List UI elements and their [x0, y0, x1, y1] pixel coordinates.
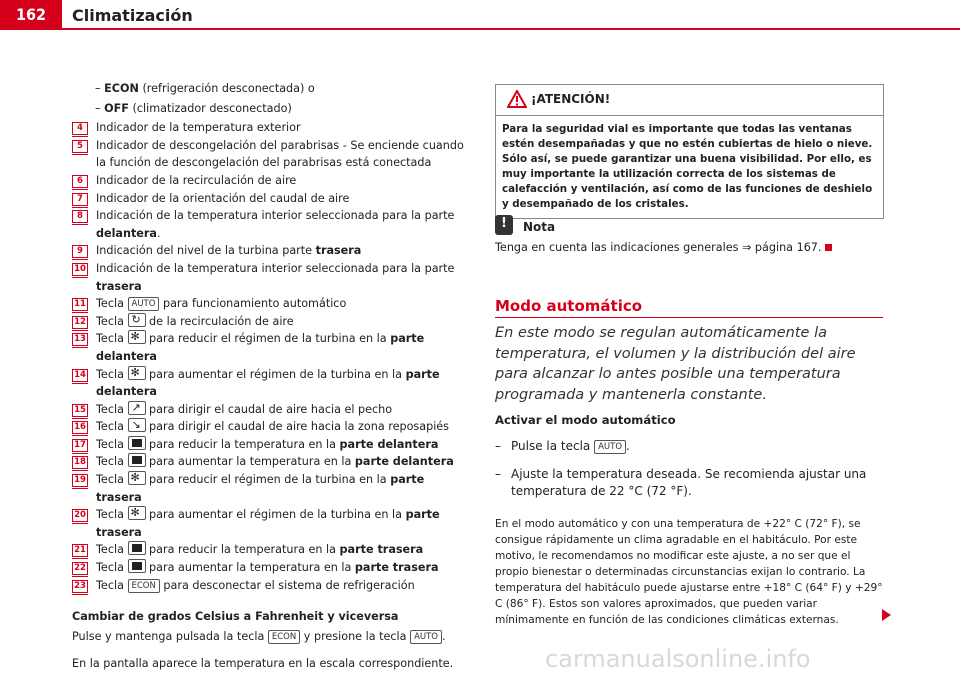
warning-icon — [507, 90, 527, 108]
text: para funcionamiento automático — [159, 297, 347, 311]
activate-block — [495, 413, 885, 500]
page-number: 162 — [0, 0, 62, 30]
legend-item — [72, 559, 467, 577]
item-number-badge: 13 — [72, 333, 88, 346]
step-2 — [495, 466, 885, 500]
text: Tecla — [96, 367, 128, 381]
item-number-badge: 6 — [72, 175, 88, 188]
mode-name: ECON — [104, 82, 139, 95]
left-column — [72, 80, 467, 673]
auto-key: AUTO — [594, 440, 626, 454]
text: Tecla — [96, 508, 128, 522]
item-number-badge: 11 — [72, 298, 88, 311]
legend-item — [72, 330, 467, 365]
emphasis: parte delantera — [96, 332, 425, 363]
legend-item — [72, 119, 467, 137]
dash: – — [495, 439, 501, 453]
emphasis: trasera — [315, 244, 362, 258]
emphasis: parte delantera — [96, 367, 440, 399]
text: Tecla — [96, 437, 128, 451]
emphasis: delantera — [96, 226, 157, 240]
mode-desc: (refrigeración desconectada) o — [138, 82, 315, 95]
text: Tecla — [96, 543, 128, 557]
legend-item — [72, 577, 467, 595]
section-rule — [495, 317, 883, 318]
text: Indicador de la recirculación de aire — [96, 173, 297, 187]
emphasis: parte delantera — [339, 437, 439, 451]
text: Tecla — [96, 420, 128, 434]
step-1 — [495, 438, 885, 455]
key-label: ECON — [128, 579, 160, 593]
legend-item — [72, 436, 467, 454]
text: . — [626, 439, 630, 453]
mode-desc: (climatizador desconectado) — [128, 101, 292, 115]
text: para aumentar el régimen de la turbina en la — [145, 508, 406, 522]
celsius-instruction — [72, 628, 467, 646]
text: Indicador de descongelación del parabrisas - Se enciende cuando la función de descongelación del parabrisas está conectada — [96, 138, 464, 170]
text: de la recirculación de aire — [145, 314, 294, 328]
dash: – — [95, 82, 105, 95]
text: Tecla — [96, 332, 128, 346]
celsius-result: En la pantalla aparece la temperatura en la escala correspondiente. — [72, 657, 454, 671]
dash: – — [95, 101, 105, 115]
text: para reducir el régimen de la turbina en la — [145, 473, 391, 487]
legend-item — [72, 260, 467, 295]
note-title: Nota — [523, 220, 556, 234]
warning-text: Para la seguridad vial es importante que todas las ventanas estén desempañadas y que no estén cubiertas de hielo o nieve. Sólo así, se puede garantizar una buena visibilidad. Por ello, es muy importante la utilización correcta de los sistemas de calefacción y ventilación, así como de las funciones de deshielo y desempañado de los cristales. — [502, 123, 873, 210]
legend-item — [72, 506, 467, 541]
text: para reducir la temperatura en la — [145, 437, 340, 451]
item-number-badge: 8 — [72, 210, 88, 223]
item-number-badge: 19 — [72, 474, 88, 487]
legend-item — [72, 190, 467, 208]
item-number-badge: 10 — [72, 263, 88, 276]
legend-item — [72, 207, 467, 242]
recirc-key-icon — [128, 313, 146, 327]
text: Indicación de la temperatura interior seleccionada para la parte — [96, 261, 455, 275]
legend-item — [72, 172, 467, 190]
fill-key-icon — [128, 541, 146, 555]
legend-item — [72, 471, 467, 506]
text: para dirigir el caudal de aire hacia el pecho — [145, 402, 393, 416]
header-rule — [62, 28, 960, 30]
page-header — [0, 0, 960, 30]
item-number-badge: 17 — [72, 439, 88, 452]
emphasis: parte trasera — [96, 508, 440, 539]
key-label: AUTO — [128, 297, 160, 311]
text: y presione la tecla — [300, 629, 411, 643]
celsius-heading: Cambiar de grados Celsius a Fahrenheit y viceversa — [72, 610, 399, 624]
fill-key-icon — [128, 453, 146, 467]
text: para aumentar la temperatura en la — [145, 455, 355, 469]
item-number-badge: 4 — [72, 122, 88, 135]
item-number-badge: 5 — [72, 140, 88, 153]
text: Indicador de la temperatura exterior — [96, 121, 301, 135]
item-number-badge: 21 — [72, 544, 88, 557]
emphasis: parte trasera — [96, 473, 425, 504]
text: . — [156, 226, 161, 240]
item-number-badge: 12 — [72, 316, 88, 329]
mode-item — [72, 80, 467, 98]
warning-box — [495, 84, 884, 219]
mode-list — [72, 80, 467, 117]
item-number-badge: 14 — [72, 369, 88, 382]
fan-key-icon — [128, 366, 146, 380]
mode-item — [72, 100, 467, 118]
auto-key: AUTO — [410, 630, 442, 644]
watermark: carmanualsonline.info — [545, 645, 811, 673]
end-square-icon — [825, 244, 832, 251]
text: Indicador de la orientación del caudal de aire — [96, 191, 350, 205]
emphasis: parte trasera — [354, 561, 439, 575]
item-number-badge: 22 — [72, 562, 88, 575]
dash: – — [495, 467, 501, 481]
item-number-badge: 9 — [72, 245, 88, 258]
legend-list — [72, 119, 467, 594]
text: Tecla — [96, 297, 128, 311]
fan-key-icon — [128, 506, 146, 520]
econ-key: ECON — [268, 630, 300, 644]
activate-heading: Activar el modo automático — [495, 413, 676, 427]
text: Tecla — [96, 455, 128, 469]
text: Tecla — [96, 314, 128, 328]
continue-arrow-icon — [882, 609, 891, 621]
item-number-badge: 18 — [72, 456, 88, 469]
pies-key-icon — [128, 418, 146, 432]
section-title: Modo automático — [495, 297, 643, 315]
section-intro: En este modo se regulan automáticamente la temperatura, el volumen y la distribución del aire para alcanzar lo antes posible una temperatura programada y mantenerla constante. — [495, 325, 856, 403]
note-text — [495, 241, 885, 254]
page-title: Climatización — [72, 6, 193, 25]
text: para aumentar el régimen de la turbina en la — [145, 367, 406, 381]
emphasis: parte delantera — [354, 455, 454, 469]
warning-header — [496, 85, 883, 116]
text: Tecla — [96, 402, 128, 416]
text: para reducir el régimen de la turbina en la — [145, 332, 391, 346]
item-number-badge: 16 — [72, 421, 88, 434]
legend-item — [72, 366, 467, 401]
fan-key-icon — [128, 471, 146, 485]
fill-key-icon — [128, 436, 146, 450]
text: para desconectar el sistema de refrigeración — [159, 578, 415, 592]
emphasis: parte trasera — [339, 543, 424, 557]
item-number-badge: 7 — [72, 193, 88, 206]
item-number-badge: 15 — [72, 404, 88, 417]
text: Pulse la tecla — [511, 439, 595, 453]
item-number-badge: 23 — [72, 580, 88, 593]
text: Ajuste la temperatura deseada. Se recomienda ajustar una temperatura de 22 °C (72 °F). — [511, 467, 867, 498]
fan-key-icon — [128, 330, 146, 344]
note-icon — [495, 215, 513, 235]
text: Indicación de la temperatura interior seleccionada para la parte — [96, 209, 455, 223]
text: para reducir la temperatura en la — [145, 543, 340, 557]
legend-item — [72, 137, 467, 172]
text: Indicación del nivel de la turbina parte — [96, 244, 316, 258]
pecho-key-icon — [128, 401, 146, 415]
text: para aumentar la temperatura en la — [145, 561, 355, 575]
item-number-badge: 20 — [72, 509, 88, 522]
legend-item — [72, 242, 467, 260]
text: . — [442, 629, 446, 643]
fill-key-icon — [128, 559, 146, 573]
mode-name: OFF — [104, 101, 129, 115]
section-heading-block — [495, 297, 883, 315]
text: Tecla — [96, 578, 128, 592]
text: Tecla — [96, 473, 128, 487]
legend-item — [72, 541, 467, 559]
note-text-body: Tenga en cuenta las indicaciones generales ⇒ página 167. — [495, 241, 822, 254]
text: Tecla — [96, 561, 128, 575]
legend-item — [72, 418, 467, 436]
text: para dirigir el caudal de aire hacia la zona reposapiés — [145, 420, 450, 434]
emphasis: trasera — [96, 279, 142, 293]
text: Pulse y mantenga pulsada la tecla — [72, 629, 268, 643]
final-paragraph: En el modo automático y con una temperatura de +22° C (72° F), se consigue rápidamente un clima agradable en el habitáculo. Por este motivo, le recomendamos no modificar este ajuste, a no ser que el propio bienestar o determinadas circunstancias exijan lo contrario. La temperatura del habitáculo puede ajustarse entre +18° C (64° F) y +29° C (86° F). Estos son valores aproximados, que pueden variar mínimamente en función de las condiciones climáticas externas. — [495, 518, 883, 626]
warning-title: ¡ATENCIÓN! — [531, 92, 611, 106]
